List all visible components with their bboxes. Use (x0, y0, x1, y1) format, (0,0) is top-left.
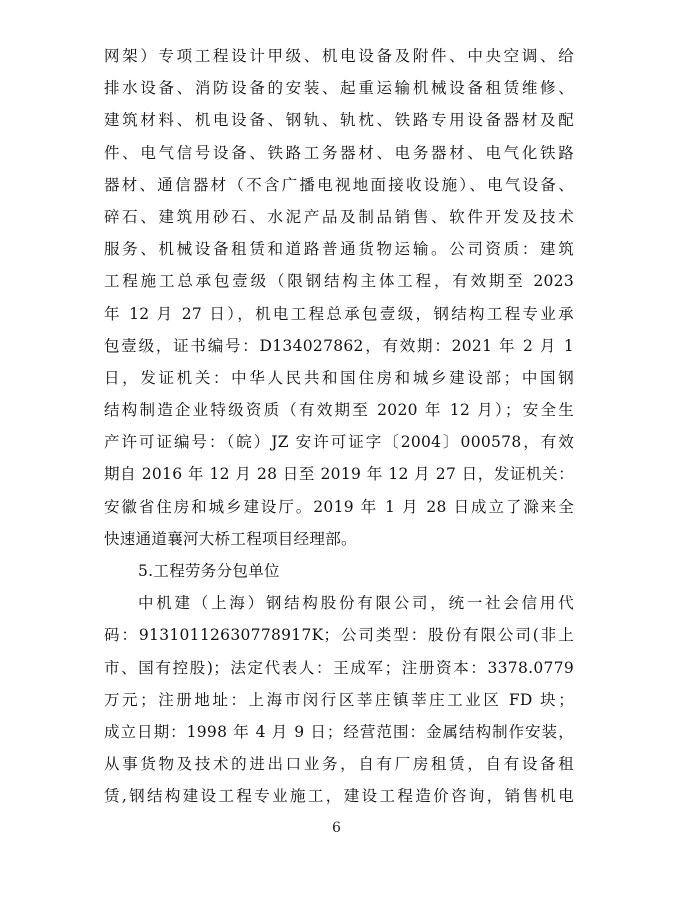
text-line: 排水设备、消防设备的安装、起重运输机械设备租赁维修、 (104, 79, 574, 98)
text-line: 快速通道襄河大桥工程项目经理部。 (104, 529, 357, 548)
text-line: 结构制造企业特级资质（有效期至 2020 年 12 月）；安全生 (104, 401, 574, 420)
text-line: 安徽省住房和城乡建设厅。2019 年 1 月 28 日成立了滁来全 (104, 497, 574, 516)
text-line: 产许可证编号：（皖）JZ 安许可证字〔2004〕000578，有效 (104, 433, 574, 452)
paragraph-first-line: 中机建（上海）钢结构股份有限公司，统一社会信用代 (138, 594, 574, 613)
text-line: 成立日期：1998 年 4 月 9 日；经营范围：金属结构制作安装， (104, 722, 574, 741)
text-line: 服务、机械设备租赁和道路普通货物运输。公司资质：建筑 (104, 240, 574, 259)
text-line: 器材、通信器材（不含广播电视地面接收设施）、电气设备、 (104, 175, 574, 194)
body-text (104, 40, 574, 813)
text-line: 万元；注册地址：上海市闵行区莘庄镇莘庄工业区 FD 块； (104, 690, 574, 709)
section-heading: 5.工程劳务分包单位 (138, 562, 280, 580)
text-line: 码：91310112630778917K；公司类型：股份有限公司(非上 (104, 626, 574, 645)
text-line: 从事货物及技术的进出口业务，自有厂房租赁，自有设备租 (104, 755, 574, 774)
text-line: 网架）专项工程设计甲级、机电设备及附件、中央空调、给 (104, 47, 574, 65)
text-line: 建筑材料、机电设备、钢轨、轨枕、铁路专用设备器材及配 (104, 111, 574, 130)
text-line: 市、国有控股)；法定代表人：王成军；注册资本：3378.0779 (104, 658, 574, 677)
text-line: 工程施工总承包壹级（限钢结构主体工程，有效期至 2023 (104, 272, 574, 291)
text-line: 包壹级，证书编号：D134027862，有效期：2021 年 2 月 1 (104, 336, 574, 355)
text-line: 件、电气信号设备、铁路工务器材、电务器材、电气化铁路 (104, 143, 574, 162)
text-line: 赁,钢结构建设工程专业施工，建设工程造价咨询，销售机电 (104, 787, 574, 806)
text-line: 碎石、建筑用砂石、水泥产品及制品销售、软件开发及技术 (104, 207, 574, 226)
text-line: 日，发证机关：中华人民共和国住房和城乡建设部；中国钢 (104, 368, 574, 387)
page-number: 6 (332, 820, 341, 836)
text-line: 年 12 月 27 日），机电工程总承包壹级，钢结构工程专业承 (104, 304, 574, 323)
text-line: 期自 2016 年 12 月 28 日至 2019 年 12 月 27 日，发证机关： (104, 465, 574, 484)
